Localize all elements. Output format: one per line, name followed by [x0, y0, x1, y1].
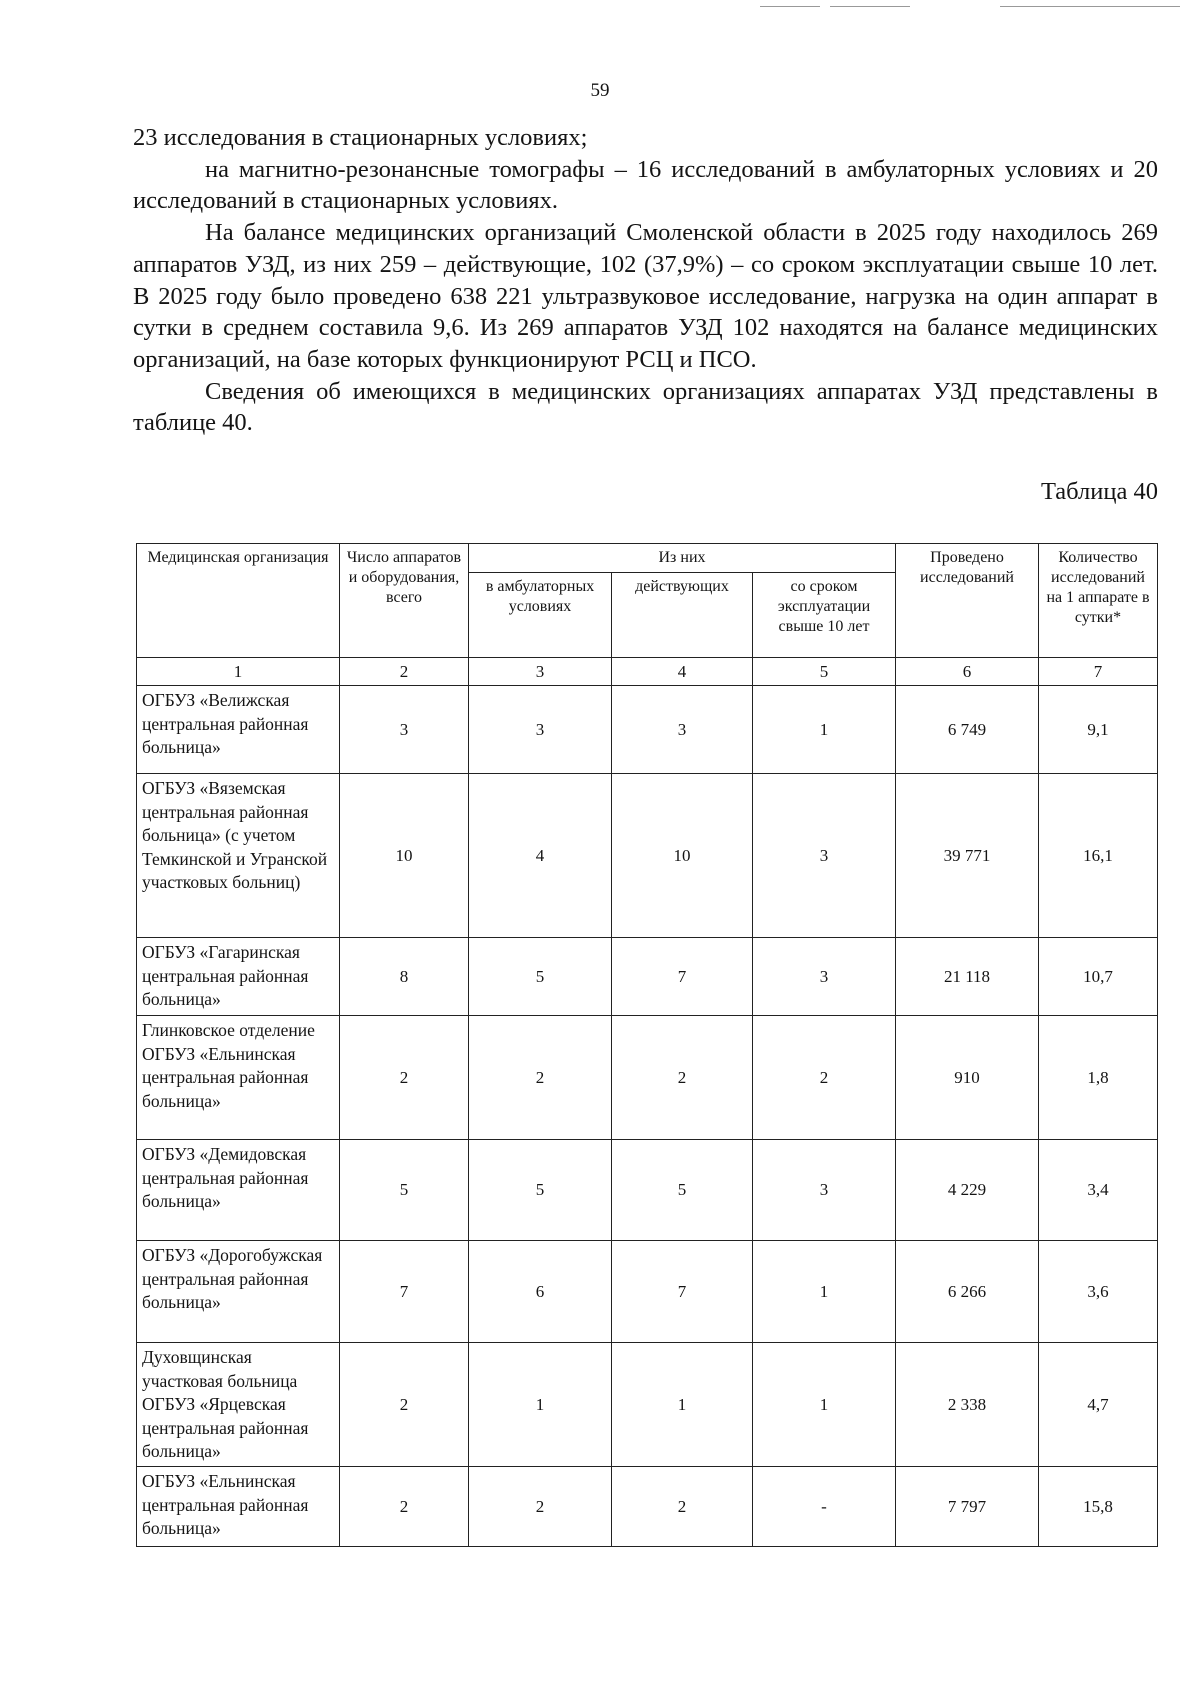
paragraph: Сведения об имеющихся в медицинских организациях аппаратах УЗД представлены в таблице 40.	[133, 377, 1158, 437]
column-number: 3	[469, 658, 612, 686]
cell-ambulatory: 6	[469, 1241, 612, 1343]
column-number: 2	[340, 658, 469, 686]
cell-studies: 910	[896, 1016, 1039, 1140]
cell-studies: 4 229	[896, 1140, 1039, 1241]
cell-ambulatory: 4	[469, 774, 612, 938]
cell-active: 5	[612, 1140, 753, 1241]
cell-total: 2	[340, 1467, 469, 1547]
table-row	[137, 1016, 1158, 1140]
org-name: ОГБУЗ «Вяземская центральная районная больница» (с учетом Темкинской и Угранской участковых больниц)	[137, 774, 340, 938]
cell-total: 7	[340, 1241, 469, 1343]
cell-old: 3	[753, 938, 896, 1016]
cell-studies: 6 266	[896, 1241, 1039, 1343]
header-ambulatory: в амбулаторных условиях	[469, 573, 612, 658]
cell-old: 3	[753, 774, 896, 938]
cell-old: -	[753, 1467, 896, 1547]
header-active: действующих	[612, 573, 753, 658]
header-org: Медицинская организация	[137, 544, 340, 658]
cell-ambulatory: 3	[469, 686, 612, 774]
cell-total: 5	[340, 1140, 469, 1241]
table-row	[137, 774, 1158, 938]
cell-active: 7	[612, 1241, 753, 1343]
cell-studies: 39 771	[896, 774, 1039, 938]
cell-per-day: 1,8	[1039, 1016, 1158, 1140]
cell-studies: 2 338	[896, 1343, 1039, 1467]
cell-total: 8	[340, 938, 469, 1016]
cell-active: 7	[612, 938, 753, 1016]
cell-active: 2	[612, 1467, 753, 1547]
cell-old: 1	[753, 1241, 896, 1343]
cell-old: 1	[753, 686, 896, 774]
paragraph: на магнитно-резонансные томографы – 16 исследований в амбулаторных условиях и 20 исследований в стационарных условиях.	[133, 155, 1158, 215]
cell-ambulatory: 1	[469, 1343, 612, 1467]
cell-active: 2	[612, 1016, 753, 1140]
cell-per-day: 15,8	[1039, 1467, 1158, 1547]
table-row	[137, 1467, 1158, 1547]
org-name: ОГБУЗ «Гагаринская центральная районная больница»	[137, 938, 340, 1016]
cell-studies: 21 118	[896, 938, 1039, 1016]
header-total: Число аппаратов и оборудования, всего	[340, 544, 469, 658]
cell-ambulatory: 5	[469, 1140, 612, 1241]
paragraph: 23 исследования в стационарных условиях;	[133, 124, 588, 151]
header-of-which: Из них	[469, 544, 896, 573]
body-text	[133, 122, 1158, 439]
cell-total: 3	[340, 686, 469, 774]
table-row	[137, 1140, 1158, 1241]
cell-active: 1	[612, 1343, 753, 1467]
cell-per-day: 16,1	[1039, 774, 1158, 938]
header-old: со сроком эксплуатации свыше 10 лет	[753, 573, 896, 658]
cell-old: 1	[753, 1343, 896, 1467]
cell-per-day: 4,7	[1039, 1343, 1158, 1467]
column-number-row	[137, 658, 1158, 686]
table-row	[137, 1241, 1158, 1343]
cell-old: 2	[753, 1016, 896, 1140]
page-number: 59	[590, 80, 610, 101]
cell-total: 2	[340, 1016, 469, 1140]
header-row	[137, 544, 1158, 573]
table-row	[137, 686, 1158, 774]
column-number: 5	[753, 658, 896, 686]
cell-per-day: 3,4	[1039, 1140, 1158, 1241]
org-name: ОГБУЗ «Дорогобужская центральная районная больница»	[137, 1241, 340, 1343]
cell-per-day: 10,7	[1039, 938, 1158, 1016]
cell-total: 2	[340, 1343, 469, 1467]
cell-ambulatory: 2	[469, 1467, 612, 1547]
paragraph: На балансе медицинских организаций Смоленской области в 2025 году находилось 269 аппаратов УЗД, из них 259 – действующие, 102 (37,9%) – со сроком эксплуатации свыше 10 лет. В 2025 году было проведено 638 221 ультразвуковое исследование, нагрузка на один аппарат в сутки в среднем составила 9,6. Из 269 аппаратов УЗД 102 находятся на балансе медицинских организаций, на базе которых функционируют РСЦ и ПСО.	[133, 219, 1158, 373]
cell-active: 10	[612, 774, 753, 938]
scan-top-edge	[0, 0, 1200, 14]
cell-active: 3	[612, 686, 753, 774]
column-number: 7	[1039, 658, 1158, 686]
org-name: Духовщинская участковая больница ОГБУЗ «Ярцевская центральная районная больница»	[137, 1343, 340, 1467]
column-number: 6	[896, 658, 1039, 686]
column-number: 1	[137, 658, 340, 686]
cell-studies: 6 749	[896, 686, 1039, 774]
cell-total: 10	[340, 774, 469, 938]
column-number: 4	[612, 658, 753, 686]
org-name: ОГБУЗ «Велижская центральная районная больница»	[137, 686, 340, 774]
table-caption: Таблица 40	[1040, 478, 1158, 505]
table-row	[137, 938, 1158, 1016]
cell-ambulatory: 5	[469, 938, 612, 1016]
ultrasound-devices-table	[136, 543, 1158, 1547]
cell-per-day: 3,6	[1039, 1241, 1158, 1343]
org-name: ОГБУЗ «Ельнинская центральная районная больница»	[137, 1467, 340, 1547]
cell-old: 3	[753, 1140, 896, 1241]
cell-per-day: 9,1	[1039, 686, 1158, 774]
table-row	[137, 1343, 1158, 1467]
org-name: ОГБУЗ «Демидовская центральная районная больница»	[137, 1140, 340, 1241]
header-per-day: Количество исследований на 1 аппарате в сутки*	[1039, 544, 1158, 658]
header-studies: Проведено исследований	[896, 544, 1039, 658]
org-name: Глинковское отделение ОГБУЗ «Ельнинская центральная районная больница»	[137, 1016, 340, 1140]
cell-ambulatory: 2	[469, 1016, 612, 1140]
cell-studies: 7 797	[896, 1467, 1039, 1547]
